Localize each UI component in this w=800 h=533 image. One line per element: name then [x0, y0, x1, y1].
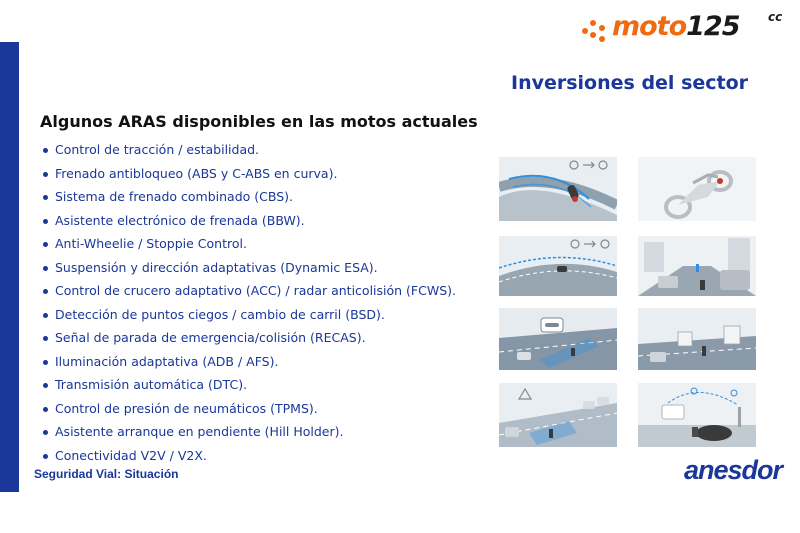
aras-feature-list [40, 140, 456, 469]
list-item: Señal de parada de emergencia/colisión (RECAS). [40, 328, 456, 352]
list-item: Control de tracción / estabilidad. [40, 140, 456, 164]
curve-road-illustration [499, 236, 617, 296]
list-item: Iluminación adaptativa (ADB / AFS). [40, 352, 456, 376]
list-item: Asistente electrónico de frenada (BBW). [40, 211, 456, 235]
traction-control-illustration [499, 157, 617, 221]
motorcycle-3d-illustration [638, 157, 756, 221]
acc-radar-illustration [499, 308, 617, 370]
list-item: Frenado antibloqueo (ABS y C-ABS en curva). [40, 164, 456, 188]
page-title: Inversiones del sector [511, 72, 749, 94]
list-item: Transmisión automática (DTC). [40, 375, 456, 399]
list-item: Detección de puntos ciegos / cambio de carril (BSD). [40, 305, 456, 329]
anesdor-logo: anesdor [684, 455, 783, 485]
highway-truck-illustration [638, 308, 756, 370]
v2x-connectivity-illustration [638, 383, 756, 447]
city-street-illustration [638, 236, 756, 296]
footer-label: Seguridad Vial: Situación [34, 467, 179, 481]
logo-wordmark: moto125 [612, 11, 740, 42]
list-item: Control de presión de neumáticos (TPMS). [40, 399, 456, 423]
list-item: Sistema de frenado combinado (CBS). [40, 187, 456, 211]
list-item: Anti-Wheelie / Stoppie Control. [40, 234, 456, 258]
list-item: Suspensión y dirección adaptativas (Dynamic ESA). [40, 258, 456, 282]
list-item: Control de crucero adaptativo (ACC) / radar anticolisión (FCWS). [40, 281, 456, 305]
section-heading: Algunos ARAS disponibles en las motos actuales [40, 112, 478, 131]
moto125-logo [582, 10, 792, 46]
list-item: Asistente arranque en pendiente (Hill Holder). [40, 422, 456, 446]
logo-superscript: cc [768, 10, 783, 24]
blind-spot-illustration [499, 383, 617, 447]
side-accent-bar [0, 42, 19, 492]
list-item: Conectividad V2V / V2X. [40, 446, 456, 470]
